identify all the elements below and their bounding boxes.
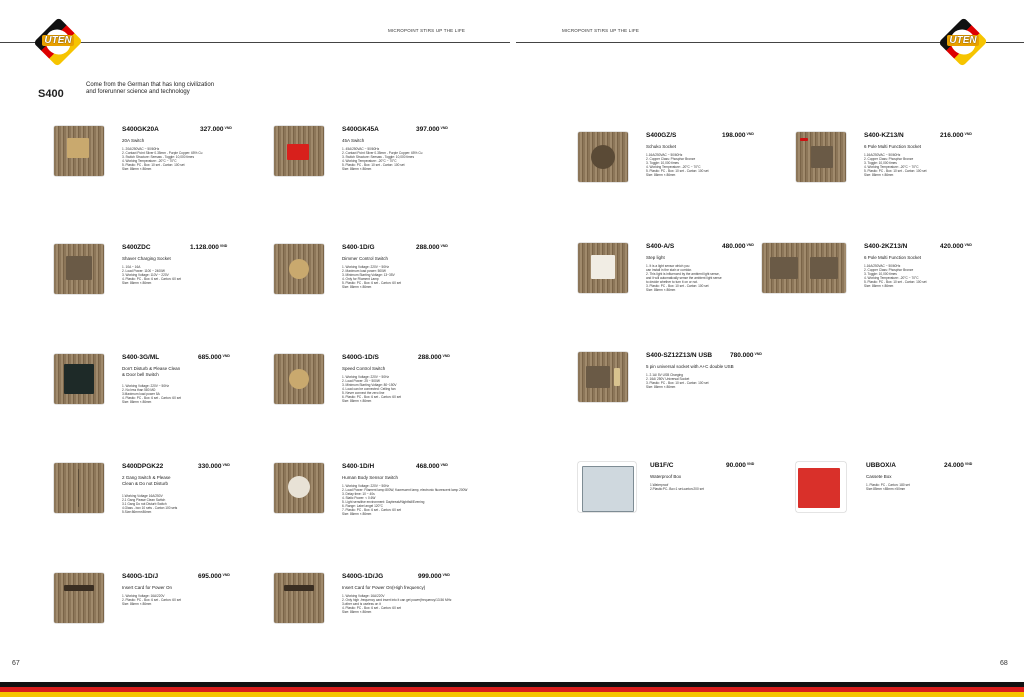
series-model: S400 (38, 88, 64, 100)
double-socket-image (762, 243, 846, 293)
waterproof-box-image (578, 462, 636, 512)
flag-stripes (0, 682, 1024, 699)
speed-switch-image (274, 354, 324, 404)
product-card: S400-3G/ML $685.000^{VND}$ Don't Disturb & Please Clean & Door bell Switch 1. Working Voltage: 220V ~ 50Hz 2. No less than 580 MΩ 3.Maximum load power 5A 4. Plastic: PC - Box: 6 set - Carton: 60 set Size: 86mm × 86mm (54, 354, 274, 414)
step-light-image (578, 243, 628, 293)
product-card: S400-A/S $480.000^{VND}$ Step light 1. It is a light sensor which you can install in the stair or corridor. 2. This light is influenced by the ambient light sense, and it will automatically sense the ambient light sense to decide whether to turn it on or not. 3. Plastic: PC - Box: 10 set - Carton: 100 set Size: 86mm × 86mm (578, 243, 798, 303)
product-card: S400G-1D/J $695.000^{VND}$ Insert Card for Power On 1. Working Voltage: 16A/220V 2. Plastic: PC - Box: 6 set - Carton: 60 set Size: 86mm × 86mm (54, 573, 274, 633)
switch-image (54, 126, 104, 176)
dnd-switch-image (54, 354, 104, 404)
product-card: S400G-1D/JG $999.000^{VND}$ Insert Card for Power On(High frequency) 1. Working Voltage: 16A/220V 2. Only high -frequency card insert into it can get power(frequency/13.56 MHz 3.other card is useless on it 4. Plastic: PC - Box: 6 set - Carton: 60 set Size: 86mm × 86mm (274, 573, 494, 633)
product-card: S400-2KZ13/N $420.000^{VND}$ 6 Pole Multi Function Socket 1.16A/250VAC ~ 50/60Hz 2. Copper Class: Phosphor Bronze 3. Toggle: 10,000 times 4. Working Temperature: -20°C ~ 70°C 5. Plastic: PC - Box: 10 set - Carton: 100 set Size: 86mm × 86mm (762, 243, 982, 303)
product-card: S400GK45A $397.000^{VND}$ 45A Switch 1. 45A/250VAC ~ 50/60Hz 2. Contact Point Silver 0.35mm - Purple Copper: 65% Cu 3. Switch Structure: Seesaw - Toggle: 10,000 times 4. Working Temperature: -20°C ~ 70°C 5. Plastic: PC - Box: 10 set - Carton: 100 set Size: 86mm × 86mm (274, 126, 494, 186)
product-card: S400GZ/S $198.000^{VND}$ Schuko Socket 1.16A/250VAC ~ 50/60Hz 2. Copper Class: Phosphor Bronze 3. Toggle: 10,000 times 4. Working Temperature: -20°C ~ 70°C 5. Plastic: PC - Box: 10 set - Carton: 100 set Size: 86mm × 86mm (578, 132, 798, 192)
schuko-socket-image (578, 132, 628, 182)
stripe-gold (0, 692, 1024, 697)
product-card: S400ZDC $1.128.000^{VND}$ Shaver Charging Socket 1. 10A ~ 16A 2. Load Power: 1100 ~ 2400W 3. Working Voltage: 110V ~ 220V 4. Plastic: PC - Box: 6 set - Carton: 60 set Size: 86mm × 86mm (54, 244, 274, 304)
header-rule-right (986, 42, 1024, 43)
tagline-right: MICROPOINT STIRS UP THE LIFE (562, 28, 640, 33)
product-card: S400-KZ13/N $216.000^{VND}$ 6 Pole Multi Function Socket 1.16A/250VAC ~ 50/60Hz 2. Copper Class: Phosphor Bronze 3. Toggle: 10,000 times 4. Working Temperature: -20°C ~ 70°C 5. Plastic: PC - Box: 10 set - Carton: 100 set Size: 86mm × 86mm (796, 132, 1016, 192)
cassette-box-image (796, 462, 846, 512)
uten-logo-right: UTEN (946, 24, 980, 60)
multi-socket-image (796, 132, 846, 182)
product-card: UBBOX/A $24.000^{VND}$ Cassete Box 1. Plastic: PC - Carton: 180 set Size:85mm ×85mm ×50mm (796, 462, 1016, 522)
page-number-left: 67 (12, 660, 20, 667)
product-card: S400GK20A $327.000^{VND}$ 20A Switch 1. 20A/250VAC ~ 50/60Hz 2. Contact Point Silver 0.35mm - Purple Copper: 65% Cu 3. Switch Structure: Seesaw - Toggle: 10,000 times 4. Working Temperature: -20°C ~ 70°C 5. Plastic: PC - Box: 10 set - Carton: 100 set Size: 86mm × 86mm (54, 126, 274, 186)
page-number-right: 68 (1000, 660, 1008, 667)
switch-image (274, 126, 324, 176)
product-card: S400DPGK22 $330.000^{VND}$ 2 Gang Switch & Please Clean & Do not Disturb 1.Working Voltage 16A/250V 2.1 Gang Please Clean Switch 3.1 Gang Do not Disturb Switch 4.Glass - box 10 sets - Carton 100 sets 5.Size:86mm×86mm (54, 463, 274, 523)
tagline-left: MICROPOINT STIRS UP THE LIFE (388, 28, 466, 33)
product-card: S400-1D/G $288.000^{VND}$ Dimmer Control Switch 1. Working Voltage: 220V ~ 50Hz 2. Maximum load power: 500W 3. Minimum Starting Voltage: 13~35V 4. Only for Filament Lamp 5. Plastic: PC - Box: 6 set - Carton: 60 set Size: 86mm × 86mm (274, 244, 494, 304)
series-intro: Come from the German that has long civilization and forerunner science and technology (86, 82, 215, 95)
dimmer-image (274, 244, 324, 294)
uten-logo-left: UTEN (41, 24, 75, 60)
header-rule-left-long (76, 42, 510, 43)
card-switch-image (54, 573, 104, 623)
product-card: S400-SZ12Z13/N USB $780.000^{VND}$ 5 pin universal socket with A+C double USB 1. 2.1A/ 5V USB Charging 2. 16A/ 250V Universal Socket 3. Plastic: PC - Box: 10 set - Carton: 100 set Size: 86mm × 86mm (578, 352, 798, 412)
header-rule-right-long (516, 42, 942, 43)
sensor-switch-image (274, 463, 324, 513)
2gang-switch-image (54, 463, 104, 513)
card-switch-image (274, 573, 324, 623)
product-card: UB1F/C $90.000^{VND}$ Waterproof Box 1.Waterproof 2.Plastic:PC- Box:1 set-carton:200 set (578, 462, 798, 522)
product-card: S400G-1D/S $288.000^{VND}$ Speed Control Switch 1. Working Voltage: 220V ~ 50Hz 2. Load Power: 25 ~ 500W 3. Minimum Starting Voltage: 80~150V 4. Load can be connected: Ceiling fan 5. Never connect the zero line 6. Plastic: PC - Box: 6 set - Carton: 60 set Size: 86mm × 86mm (274, 354, 494, 414)
socket-image (54, 244, 104, 294)
usb-socket-image (578, 352, 628, 402)
product-card: S400-1D/H $468.000^{VND}$ Human Body Sensor Switch 1. Working Voltage: 220V ~ 50Hz 2. Load Power: Filament lamp 800W, fluorescent lamp, electronic fluorescent lamp 200W 3. Delay time: 10 ~ 40s 4. Static Power: < 0.6W 5. Light sensitive environment: Daybreak/Nightfall/Evening 6. Range: Label angel 120°C 7. Plastic: PC - Box: 6 set - Carton: 60 set Size: 86mm × 86mm (274, 463, 494, 523)
